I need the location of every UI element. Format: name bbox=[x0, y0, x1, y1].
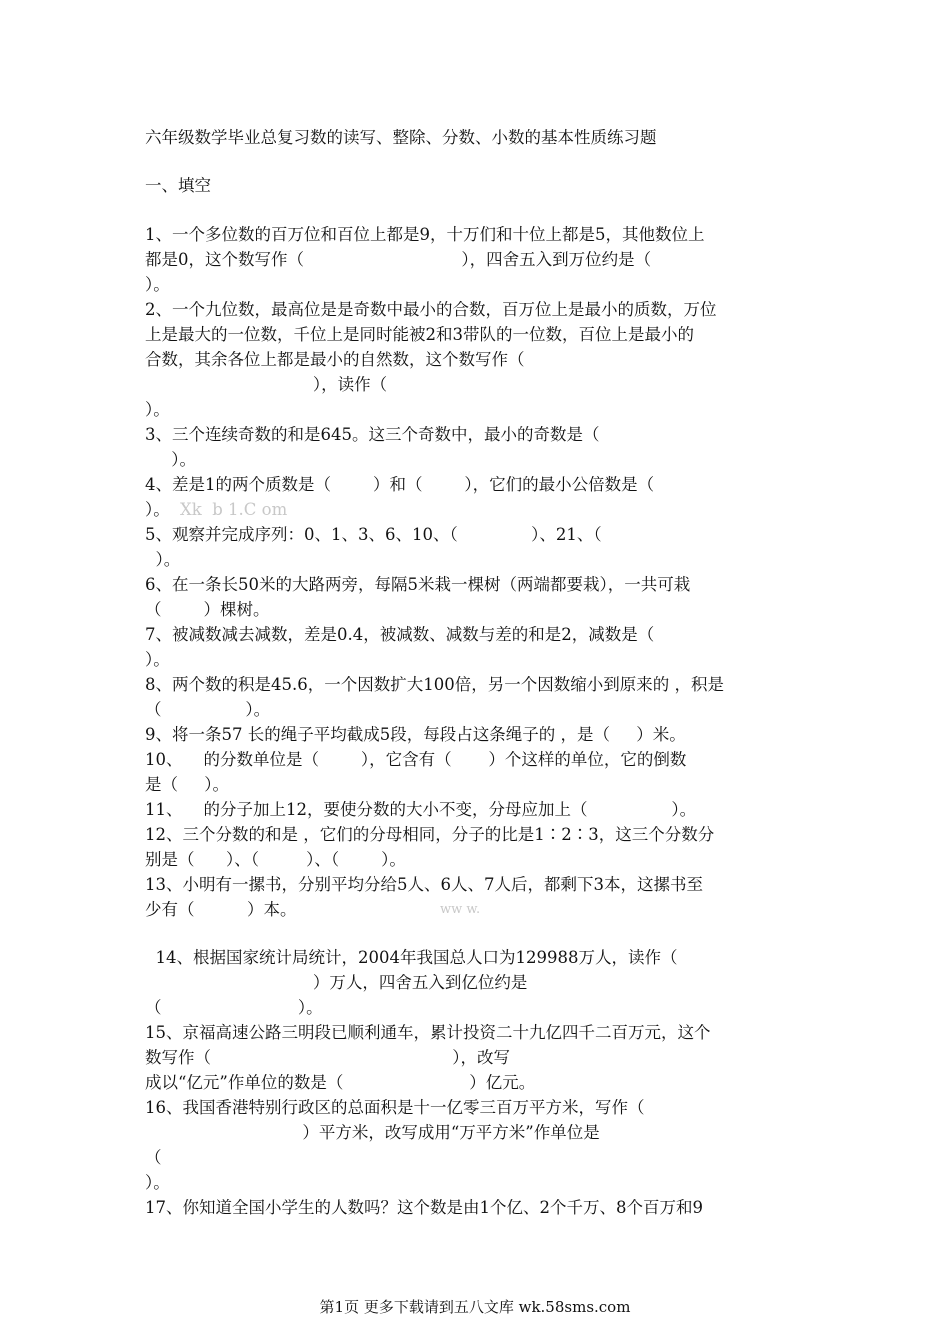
text-line: ）万人，四舍五入到亿位约是 bbox=[145, 973, 528, 992]
text-line: 2、一个九位数，最高位是是奇数中最小的合数，百万位上是最小的质数，万位 bbox=[145, 300, 717, 319]
text-line: 少有（ ）本。 bbox=[145, 900, 297, 919]
text-line: ），读作（ bbox=[145, 375, 388, 394]
text-line: 合数，其余各位上都是最小的自然数，这个数写作（ bbox=[145, 350, 525, 369]
text-line: （ ）。 bbox=[145, 700, 271, 719]
text-line: （ ）棵树。 bbox=[145, 600, 270, 619]
text-line: ）。 bbox=[145, 550, 181, 569]
text-line: ）。 bbox=[145, 275, 170, 294]
text-line: ）。 bbox=[145, 1173, 170, 1192]
text-line: 10、 的分数单位是（ ），它含有（ ）个这样的单位，它的倒数 bbox=[145, 750, 687, 769]
text-line: 7、被减数减去减数，差是0.4，被减数、减数与差的和是2，减数是（ bbox=[145, 625, 655, 644]
text-line: 3、三个连续奇数的和是645。这三个奇数中，最小的奇数是（ bbox=[145, 425, 600, 444]
text-line: 4、差是1的两个质数是（ ）和（ ），它们的最小公倍数是（ bbox=[145, 475, 655, 494]
document-title: 六年级数学毕业总复习数的读写、整除、分数、小数的基本性质练习题 bbox=[145, 128, 657, 147]
text-line: 是（ ）。 bbox=[145, 775, 229, 794]
text-line: （ bbox=[145, 1148, 162, 1167]
text-line: ）。 bbox=[145, 500, 170, 519]
text-line: 数写作（ ），改写 bbox=[145, 1048, 511, 1067]
text-line: 9、将一条57 长的绳子平均截成5段，每段占这条绳子的 ，是（ ）米。 bbox=[145, 725, 686, 744]
text-line: （ ）。 bbox=[145, 998, 323, 1017]
text-line: 6、在一条长50米的大路两旁，每隔5米栽一棵树（两端都要栽），一共可栽 bbox=[145, 575, 691, 594]
text-line: 15、京福高速公路三明段已顺利通车，累计投资二十九亿四千二百万元，这个 bbox=[145, 1023, 711, 1042]
text-line: ）。 bbox=[145, 400, 170, 419]
text-line: ）。 bbox=[145, 450, 196, 469]
text-line: 别是（ ）、（ ）、（ ）。 bbox=[145, 850, 406, 869]
text-line: 成以“亿元”作单位的数是（ ）亿元。 bbox=[145, 1073, 536, 1092]
text-line: ）。 bbox=[145, 650, 170, 669]
section-heading: 一、填空 bbox=[145, 176, 211, 195]
text-line: 14、根据国家统计局统计，2004年我国总人口为129988万人，读作（ bbox=[145, 948, 678, 967]
text-line: 1、一个多位数的百万位和百位上都是9，十万们和十位上都是5，其他数位上 bbox=[145, 225, 705, 244]
text-line: 17、你知道全国小学生的人数吗？这个数是由1个亿、2个千万、8个百万和9 bbox=[145, 1198, 703, 1217]
text-line: 上是最大的一位数，千位上是同时能被2和3带队的一位数，百位上是最小的 bbox=[145, 325, 694, 344]
text-line: 12、三个分数的和是 ，它们的分母相同，分子的比是1∶2∶3，这三个分数分 bbox=[145, 825, 715, 844]
text-line: ）平方米，改写成用“万平方米”作单位是 bbox=[145, 1123, 600, 1142]
watermark-text: ww w. bbox=[440, 902, 481, 917]
text-line: 16、我国香港特别行政区的总面积是十一亿零三百万平方米，写作（ bbox=[145, 1098, 645, 1117]
text-line: 8、两个数的积是45.6，一个因数扩大100倍，另一个因数缩小到原来的 ，积是 bbox=[145, 675, 724, 694]
watermark-text: Xk b 1.C om bbox=[180, 500, 288, 519]
text-line: 13、小明有一摞书，分别平均分给5人、6人、7人后，都剩下3本，这摞书至 bbox=[145, 875, 703, 894]
text-line: 5、观察并完成序列：0、1、3、6、10、（ ）、21、（ bbox=[145, 525, 602, 544]
text-line: 都是0，这个数写作（ ），四舍五入到万位约是（ bbox=[145, 250, 652, 269]
text-line: 11、 的分子加上12，要使分数的大小不变，分母应加上（ ）。 bbox=[145, 800, 697, 819]
page-footer: 第1页 更多下载请到五八文库 wk.58sms.com bbox=[319, 1298, 631, 1316]
